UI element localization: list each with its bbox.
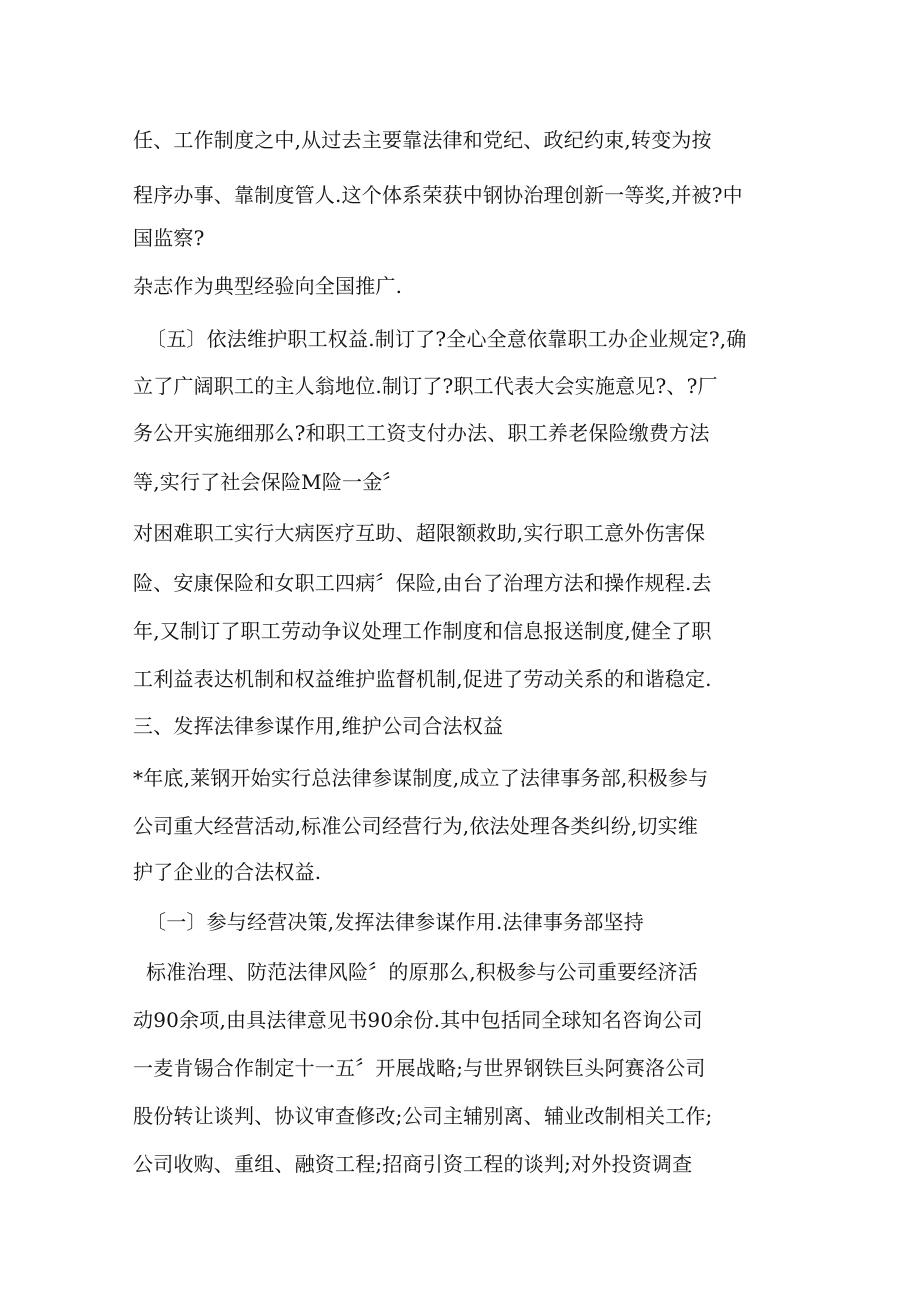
text-line: 工利益表达机制和权益维护监督机制,促进了劳动关系的和谐稳定.: [133, 667, 712, 691]
text-line: 立了广阔职工的主人翁地位.制订了?职工代表大会实施意见?、?厂: [133, 374, 718, 398]
text-line: 动90余项,由具法律意见书90余份.其中包括同全球知名咨询公司: [133, 1008, 703, 1032]
text-line: 护了企业的合法权益.: [133, 860, 322, 884]
text-line: 程序办事、靠制度管人.这个体系荣获中钢协治理创新一等奖,并被?中: [133, 183, 743, 207]
text-line: 务公开实施细那么?和职工工资支付办法、职工养老保险缴费方法: [133, 421, 710, 445]
text-line: 公司重大经营活动,标准公司经营行为,依法处理各类纠纷,切实维: [133, 814, 699, 838]
text-line: 等,实行了社会保险M险一金〞: [133, 470, 403, 494]
text-line: 〔五〕依法维护职工权益.制订了?全心全意依靠职工办企业规定?,确: [146, 327, 747, 351]
text-line: 一麦肯锡合作制定十一五〞开展战略;与世界钢铁巨头阿赛洛公司: [133, 1056, 706, 1080]
text-line: 国监察?: [133, 226, 205, 250]
text-line: 年,又制订了职工劳动争议处理工作制度和信息报送制度,健全了职: [133, 619, 712, 643]
text-line: 任、工作制度之中,从过去主要靠法律和党纪、政纪约束,转变为按: [133, 128, 712, 152]
text-line: 股份转让谈判、协议审查修改;公司主辅别离、辅业改制相关工作;: [133, 1104, 713, 1128]
text-line: 杂志作为典型经验向全国推广.: [133, 274, 403, 298]
section-heading: 三、发挥法律参谋作用,维护公司合法权益: [133, 714, 504, 738]
text-line: *年底,莱钢开始实行总法律参谋制度,成立了法律事务部,积极参与: [133, 766, 709, 790]
text-line: 公司收购、重组、融资工程;招商引资工程的谈判;对外投资调查: [133, 1152, 693, 1176]
text-line: 标准治理、防范法律风险〞的原那么,积极参与公司重要经济活: [146, 960, 698, 984]
text-line: 对困难职工实行大病医疗互助、超限额救助,实行职工意外伤害保: [133, 521, 706, 545]
text-line: 险、安康保险和女职工四病〞保险,由台了治理方法和操作规程.去: [133, 571, 712, 595]
text-line: 〔一〕参与经营决策,发挥法律参谋作用.法律事务部坚持: [146, 910, 644, 934]
